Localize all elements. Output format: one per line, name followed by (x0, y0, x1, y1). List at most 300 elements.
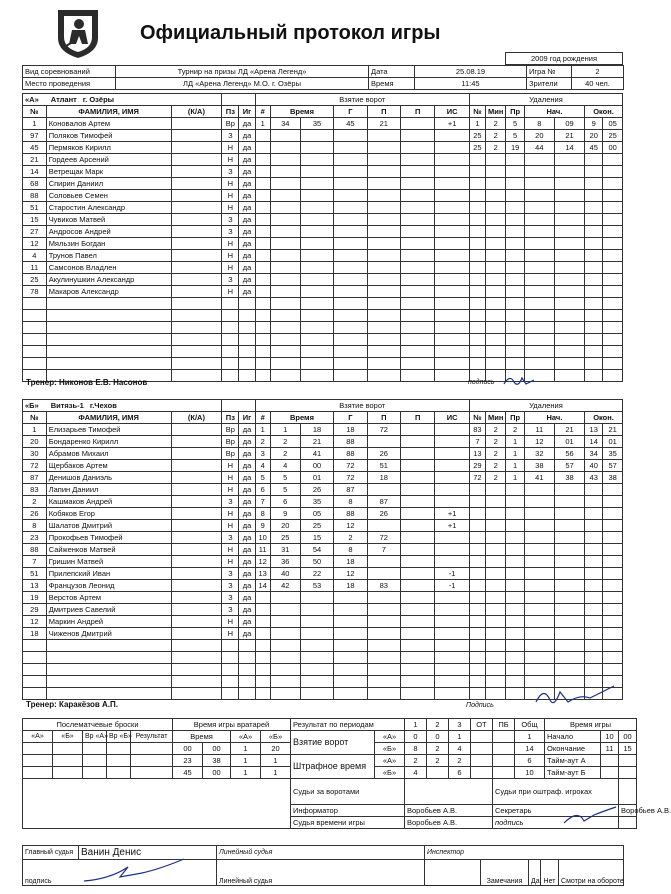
penalty-cell (603, 484, 623, 496)
goal-cell (435, 532, 469, 544)
penalty-cell (585, 556, 603, 568)
penalty-cell (524, 238, 554, 250)
goal-cell (367, 190, 400, 202)
goal-cell (270, 202, 300, 214)
goal-cell (334, 238, 367, 250)
player-cell (171, 520, 222, 532)
team-tag: «Б» (25, 400, 39, 410)
gk-cell: 23 (173, 755, 203, 767)
penalty-cell: 14 (585, 436, 603, 448)
penalty-cell (585, 202, 603, 214)
player-cell: З (222, 532, 239, 544)
goal-cell (367, 664, 400, 676)
player-cell: 83 (23, 484, 47, 496)
penalty-cell (585, 358, 603, 370)
goal-cell (400, 250, 434, 262)
penalty-cell: 1 (506, 436, 524, 448)
team-name: Витязь-1 (50, 400, 84, 410)
penalty-cell (486, 334, 506, 346)
shootout-cell (107, 767, 131, 779)
goal-cell (435, 472, 469, 484)
player-cell: З (222, 592, 239, 604)
main-ref-signature (80, 855, 190, 887)
goal-cell: 18 (367, 472, 400, 484)
goal-cell: 12 (255, 556, 270, 568)
goal-cell: 2 (270, 448, 300, 460)
penalty-cell (486, 508, 506, 520)
goal-cell: 1 (270, 424, 300, 436)
goal-cell: 13 (255, 568, 270, 580)
player-cell: Н (222, 178, 239, 190)
meta-label: Время (369, 78, 415, 90)
penalty-cell (603, 334, 623, 346)
goal-cell (367, 688, 400, 700)
goal-cell (255, 370, 270, 382)
period-cell: 1 (515, 731, 545, 743)
goal-cell (435, 190, 469, 202)
penalty-cell (603, 556, 623, 568)
goal-cell (367, 640, 400, 652)
meta-value: 25.08.19 (415, 66, 527, 78)
goal-cell: 54 (300, 544, 333, 556)
player-cell (23, 298, 47, 310)
period-cell: 4 (405, 767, 427, 779)
period-cell (493, 755, 515, 767)
goal-cell (435, 274, 469, 286)
goal-cell: 26 (300, 484, 333, 496)
penalty-cell (585, 250, 603, 262)
goal-cell (255, 652, 270, 664)
player-cell: 29 (23, 604, 47, 616)
goal-cell (334, 202, 367, 214)
penalty-cell (603, 640, 623, 652)
goal-cell (300, 262, 333, 274)
no-label: Нет (541, 860, 559, 886)
goal-cell (435, 334, 469, 346)
game-time-title: Время игры (545, 719, 637, 731)
penalty-cell: 2 (486, 436, 506, 448)
goal-cell (270, 262, 300, 274)
goal-cell (300, 592, 333, 604)
goal-cell (435, 496, 469, 508)
player-name: Денишов Даниэль (46, 472, 171, 484)
player-cell (171, 334, 222, 346)
goal-cell (255, 154, 270, 166)
goal-cell (300, 226, 333, 238)
player-name (46, 310, 171, 322)
player-cell (222, 370, 239, 382)
penalty-cell (486, 190, 506, 202)
penalty-cell: 41 (524, 472, 554, 484)
goal-cell (400, 652, 434, 664)
goal-cell (435, 556, 469, 568)
goal-cell (435, 310, 469, 322)
penalty-cell (585, 274, 603, 286)
player-cell: 25 (23, 274, 47, 286)
penalty-cell (506, 250, 524, 262)
game-time-cell: 11 (601, 743, 619, 755)
player-cell (222, 640, 239, 652)
goal-cell (334, 322, 367, 334)
player-name: Шалатов Дмитрий (46, 520, 171, 532)
penalty-cell (506, 556, 524, 568)
player-cell (239, 334, 255, 346)
player-cell (239, 346, 255, 358)
goal-cell (367, 298, 400, 310)
goal-cell (367, 358, 400, 370)
goal-cell: 2 (255, 436, 270, 448)
game-time-cell: Начало (545, 731, 601, 743)
penalty-cell: 01 (554, 436, 584, 448)
penalty-cell (585, 484, 603, 496)
penalty-cell (506, 202, 524, 214)
goal-cell (255, 298, 270, 310)
goal-cell (435, 130, 469, 142)
col-header: Нач. (524, 106, 584, 118)
player-name (46, 334, 171, 346)
player-cell: да (239, 604, 255, 616)
period-cell (427, 767, 449, 779)
goal-cell (400, 322, 434, 334)
penalty-cell (603, 358, 623, 370)
goal-cell (435, 154, 469, 166)
goal-cell (300, 130, 333, 142)
player-cell: Н (222, 250, 239, 262)
goal-cell (334, 604, 367, 616)
player-cell: 21 (23, 154, 47, 166)
player-name: Кобяков Егор (46, 508, 171, 520)
penalty-cell: 21 (554, 130, 584, 142)
player-name: Поляков Тимофей (46, 130, 171, 142)
goal-cell (400, 202, 434, 214)
goal-cell: 40 (270, 568, 300, 580)
penalty-cell (554, 178, 584, 190)
player-name: Лапин Даниил (46, 484, 171, 496)
goal-cell (334, 178, 367, 190)
player-cell: 78 (23, 286, 47, 298)
remarks-label: Замечания (481, 860, 529, 886)
player-cell: 88 (23, 190, 47, 202)
goal-cell (300, 664, 333, 676)
penalty-cell (486, 568, 506, 580)
meta-label: Вид соревнований (23, 66, 116, 78)
team-b-signature (530, 680, 620, 710)
player-name (46, 322, 171, 334)
col-header: Окон. (585, 106, 623, 118)
penalty-cell (554, 556, 584, 568)
period-cell (471, 755, 493, 767)
goal-cell (300, 334, 333, 346)
yes-label: Да (529, 860, 541, 886)
penalty-cell (469, 568, 485, 580)
goal-cell (400, 592, 434, 604)
goal-cell (334, 334, 367, 346)
goal-cell (435, 592, 469, 604)
player-cell (222, 688, 239, 700)
penalty-cell (469, 520, 485, 532)
goal-cell: 72 (334, 472, 367, 484)
player-cell (171, 616, 222, 628)
goal-cell (270, 370, 300, 382)
pen-judges-label: Судьи при оштраф. игроках (493, 779, 619, 805)
period-cell: 1 (449, 731, 471, 743)
col-header: № (469, 412, 485, 424)
goal-cell (270, 664, 300, 676)
goal-cell (300, 238, 333, 250)
player-cell: Н (222, 544, 239, 556)
main-ref-value: Ванин Денис (79, 846, 217, 860)
goal-cell: 01 (300, 472, 333, 484)
penalty-cell: 11 (524, 424, 554, 436)
penalty-cell (469, 274, 485, 286)
goal-cell (255, 310, 270, 322)
penalty-cell (524, 652, 554, 664)
penalty-cell: 19 (506, 142, 524, 154)
goal-cell (435, 370, 469, 382)
goal-cell (435, 448, 469, 460)
period-cell: «А» (375, 755, 405, 767)
player-cell (171, 286, 222, 298)
goal-cell: 5 (270, 484, 300, 496)
goal-cell: 8 (255, 508, 270, 520)
penalty-cell (524, 334, 554, 346)
player-name (46, 688, 171, 700)
goal-cell (270, 274, 300, 286)
penalty-cell: 21 (603, 424, 623, 436)
goal-cell: 72 (367, 532, 400, 544)
player-name (46, 652, 171, 664)
goal-cell (300, 190, 333, 202)
goal-cell (367, 262, 400, 274)
penalty-cell (585, 496, 603, 508)
meta-value: 11:45 (415, 78, 527, 90)
goal-cell (334, 298, 367, 310)
penalty-cell (524, 286, 554, 298)
goal-cell (400, 118, 434, 130)
penalty-cell: 25 (469, 142, 485, 154)
penalty-cell (554, 532, 584, 544)
penalty-cell (506, 544, 524, 556)
player-cell (171, 130, 222, 142)
goal-cell: 11 (255, 544, 270, 556)
col-header: Иг (239, 412, 255, 424)
penalty-cell (585, 580, 603, 592)
goal-cell (435, 214, 469, 226)
col-header: № (23, 106, 47, 118)
goal-cell (400, 238, 434, 250)
penalty-cell (469, 664, 485, 676)
penalty-cell (469, 544, 485, 556)
penalty-cell: 2 (486, 448, 506, 460)
goal-cell: 8 (334, 496, 367, 508)
player-cell (171, 640, 222, 652)
penalty-cell (603, 532, 623, 544)
goal-cell (255, 640, 270, 652)
penalty-cell (486, 214, 506, 226)
penalty-cell: 1 (506, 460, 524, 472)
player-cell (171, 496, 222, 508)
penalty-cell (585, 310, 603, 322)
goal-cell (255, 178, 270, 190)
goal-cell (255, 346, 270, 358)
penalty-cell (469, 508, 485, 520)
goal-cell (300, 298, 333, 310)
goal-cell (367, 616, 400, 628)
player-cell: З (222, 580, 239, 592)
period-cell (471, 767, 493, 779)
goal-cell (255, 604, 270, 616)
cell (222, 94, 255, 106)
penalty-cell (486, 166, 506, 178)
penalty-cell (524, 664, 554, 676)
player-cell (171, 358, 222, 370)
cell (619, 779, 637, 805)
penalty-cell: 72 (469, 472, 485, 484)
penalty-cell: 29 (469, 460, 485, 472)
goal-cell (435, 322, 469, 334)
player-cell (171, 688, 222, 700)
periods-title: Результат по периодам (291, 719, 405, 731)
penalty-cell (554, 628, 584, 640)
penalty-cell (524, 310, 554, 322)
player-cell: Н (222, 142, 239, 154)
penalty-cell (554, 544, 584, 556)
penalty-cell (486, 154, 506, 166)
meta-label: Игра № (527, 66, 572, 78)
penalty-cell: 13 (469, 448, 485, 460)
shootout-cell (83, 743, 107, 755)
penalty-cell: 00 (603, 142, 623, 154)
game-time-cell: Окончание (545, 743, 601, 755)
penalty-cell (506, 274, 524, 286)
penalty-cell (486, 238, 506, 250)
penalty-cell (603, 346, 623, 358)
penalty-cell (524, 508, 554, 520)
penalty-cell (486, 580, 506, 592)
player-cell (222, 298, 239, 310)
penalty-cell (554, 166, 584, 178)
player-name (46, 664, 171, 676)
player-name: Гордеев Арсений (46, 154, 171, 166)
goal-cell (270, 238, 300, 250)
goal-cell (400, 154, 434, 166)
penalty-cell (603, 250, 623, 262)
penalty-cell (486, 616, 506, 628)
meta-label: Место проведения (23, 78, 116, 90)
goal-cell: 05 (300, 508, 333, 520)
goal-cell (400, 424, 434, 436)
player-cell (171, 238, 222, 250)
goal-cell (400, 640, 434, 652)
gk-cell: 1 (231, 755, 261, 767)
linesman-label: Линейный судья (217, 846, 425, 860)
player-cell: 7 (23, 556, 47, 568)
gk-header: Время (173, 731, 231, 743)
goal-cell (255, 616, 270, 628)
goal-cell (435, 664, 469, 676)
team-a-table (22, 93, 623, 382)
player-cell: да (239, 544, 255, 556)
gk-header: «Б» (261, 731, 291, 743)
penalty-cell (469, 238, 485, 250)
player-cell: Н (222, 508, 239, 520)
penalty-cell: 2 (486, 424, 506, 436)
goal-cell (367, 436, 400, 448)
goal-cell (334, 166, 367, 178)
goal-cell: 2 (334, 532, 367, 544)
goal-cell (367, 202, 400, 214)
period-header: ПБ (493, 719, 515, 731)
penalty-cell (469, 484, 485, 496)
goal-cell (367, 370, 400, 382)
penalty-cell (603, 616, 623, 628)
goal-cell (367, 676, 400, 688)
goal-cell (270, 628, 300, 640)
goal-cell (367, 322, 400, 334)
penalty-cell (585, 298, 603, 310)
penalty-cell (486, 250, 506, 262)
col-header: ИС (435, 106, 469, 118)
player-cell: З (222, 130, 239, 142)
goal-cell (334, 250, 367, 262)
penalty-cell (524, 262, 554, 274)
goal-cell: 1 (255, 424, 270, 436)
col-header: Время (270, 412, 334, 424)
goal-cell (400, 346, 434, 358)
penalty-cell: 2 (486, 118, 506, 130)
player-cell: да (239, 484, 255, 496)
player-cell: да (239, 142, 255, 154)
shootout-cell (23, 743, 53, 755)
penalty-cell: 45 (585, 142, 603, 154)
penalty-cell: 8 (524, 118, 554, 130)
penalty-cell (554, 262, 584, 274)
shootout-cell (131, 743, 173, 755)
penalty-cell (585, 532, 603, 544)
penalty-cell (469, 262, 485, 274)
goal-cell (255, 214, 270, 226)
penalty-cell (486, 346, 506, 358)
goal-cell (270, 592, 300, 604)
goal-cell (334, 310, 367, 322)
goal-cell: 6 (270, 496, 300, 508)
penalty-cell (486, 298, 506, 310)
player-cell: 51 (23, 568, 47, 580)
goal-cell (300, 310, 333, 322)
penalty-cell (486, 322, 506, 334)
penalty-cell (585, 640, 603, 652)
penalty-cell: 1 (506, 472, 524, 484)
goal-cell (300, 214, 333, 226)
goal-cell: 21 (300, 436, 333, 448)
shootout-cell (53, 755, 83, 767)
penalty-cell (524, 604, 554, 616)
goal-cell: 41 (300, 448, 333, 460)
player-name: Кашмаков Андрей (46, 496, 171, 508)
period-cell: 4 (449, 743, 471, 755)
goal-cell (400, 142, 434, 154)
game-time-cell: 00 (619, 731, 637, 743)
penalty-cell (524, 346, 554, 358)
penalty-cell (469, 286, 485, 298)
player-cell: 51 (23, 202, 47, 214)
penalty-cell (469, 310, 485, 322)
penalty-cell (603, 628, 623, 640)
penalty-cell (603, 604, 623, 616)
sign-label: подпись (493, 817, 619, 829)
player-cell (171, 298, 222, 310)
goal-cell (255, 676, 270, 688)
